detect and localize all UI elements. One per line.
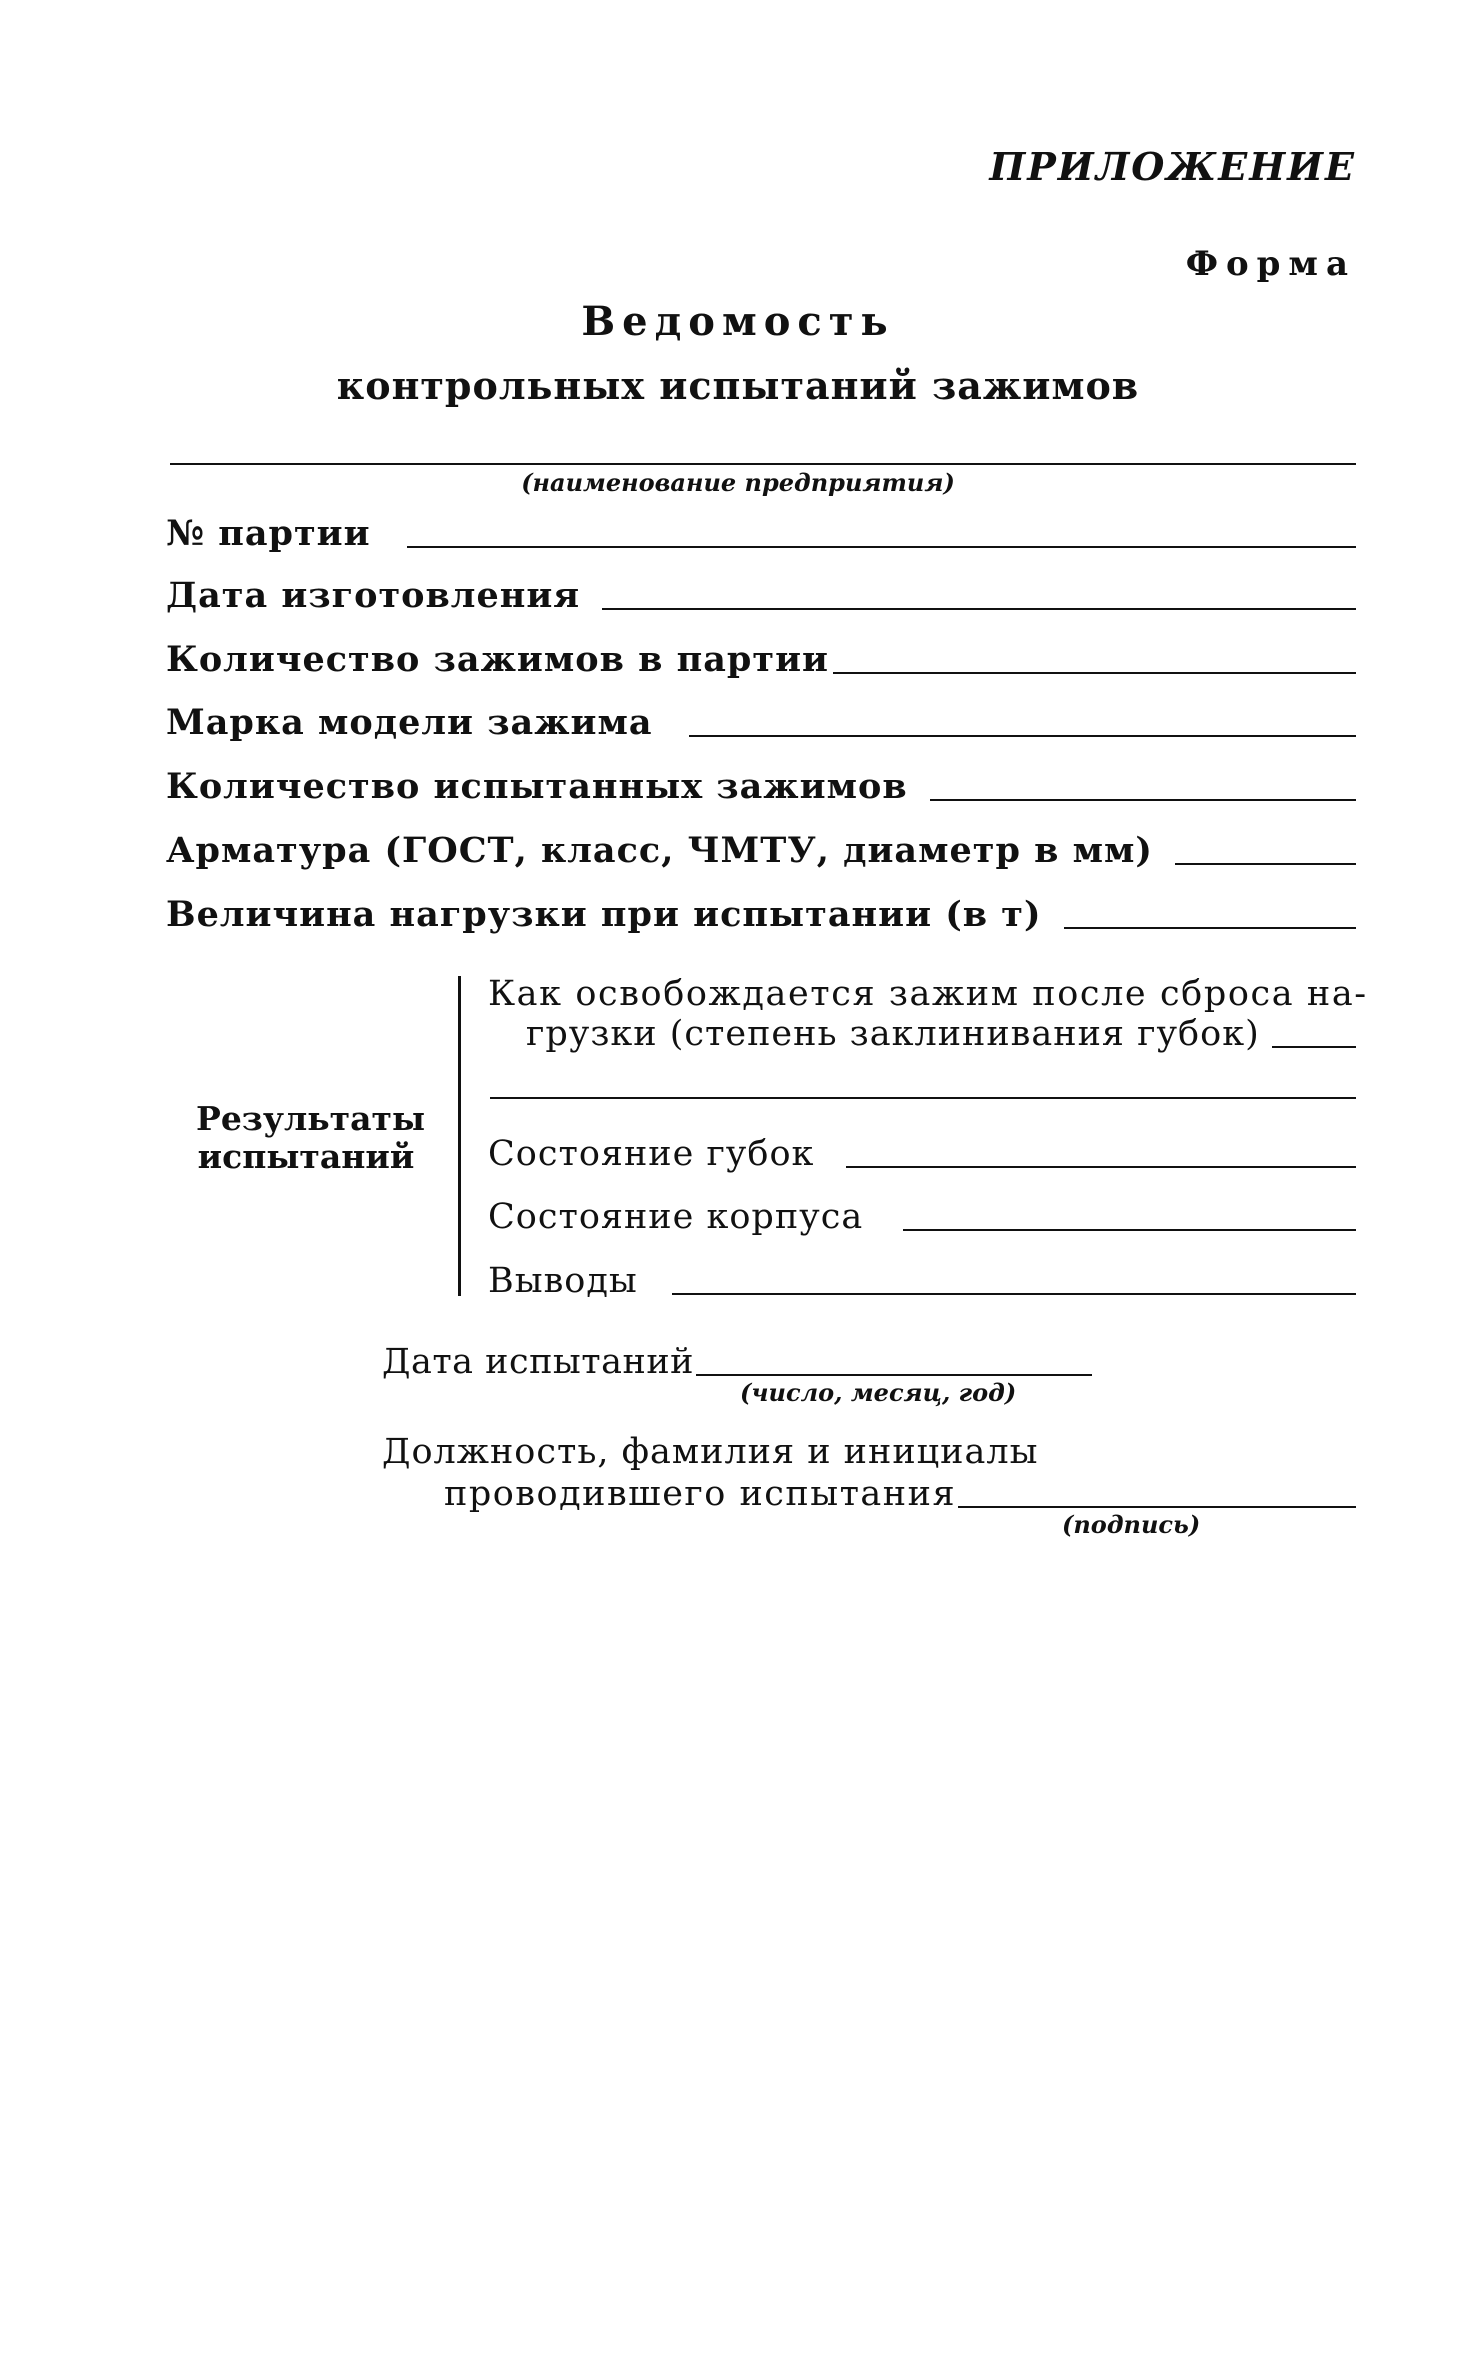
fill-line[interactable] <box>1175 863 1356 865</box>
field-reinforcement[interactable] <box>166 825 1356 871</box>
field-label: Количество зажимов в партии <box>166 639 829 680</box>
field-label: Состояние губок <box>488 1134 815 1174</box>
fill-line[interactable] <box>846 1166 1356 1168</box>
field-label: Дата изготовления <box>166 575 581 616</box>
field-label: Количество испытанных зажимов <box>166 766 908 807</box>
field-tested-count[interactable] <box>166 761 1356 807</box>
test-date-field[interactable] <box>382 1336 1092 1382</box>
fill-line[interactable] <box>1064 927 1356 929</box>
field-conclusions[interactable] <box>488 1255 1356 1301</box>
field-label: Марка модели зажима <box>166 702 653 743</box>
form-label: Форма <box>1185 244 1356 284</box>
test-date-label: Дата испытаний <box>382 1342 695 1382</box>
field-label: Выводы <box>488 1261 638 1301</box>
field-model-mark[interactable] <box>166 697 1356 743</box>
fill-line[interactable] <box>958 1506 1356 1508</box>
appendix-heading: ПРИЛОЖЕНИЕ <box>989 144 1356 189</box>
fill-line[interactable] <box>930 799 1356 801</box>
enterprise-name-line[interactable] <box>170 463 1356 465</box>
field-batch-number[interactable] <box>166 508 1356 554</box>
field-clamp-count[interactable] <box>166 634 1356 680</box>
field-release[interactable] <box>526 1008 1356 1054</box>
release-extra-line[interactable] <box>490 1097 1356 1099</box>
document-title: Ведомость <box>581 298 895 345</box>
fill-line[interactable] <box>903 1229 1356 1231</box>
field-jaw-condition[interactable] <box>488 1128 1356 1174</box>
document-subtitle: контрольных испытаний зажимов <box>336 363 1140 408</box>
signature-line1: Должность, фамилия и инициалы <box>382 1432 1039 1472</box>
results-label-line2: испытаний <box>197 1137 415 1176</box>
field-label: Арматура (ГОСТ, класс, ЧМТУ, диаметр в мм) <box>166 830 1153 871</box>
field-body-condition[interactable] <box>488 1191 1356 1237</box>
fill-line[interactable] <box>602 608 1356 610</box>
results-label-line1: Результаты <box>196 1099 426 1138</box>
field-label: № партии <box>166 513 371 554</box>
signature-line2: проводившего испытания <box>444 1474 957 1514</box>
fill-line[interactable] <box>696 1374 1092 1376</box>
field-label: Величина нагрузки при испытании (в т) <box>166 894 1042 935</box>
field-test-load[interactable] <box>166 889 1356 935</box>
test-date-caption: (число, месяц, год) <box>740 1378 1017 1407</box>
release-line1: Как освобождается зажим после сброса на- <box>488 974 1368 1014</box>
fill-line[interactable] <box>1272 1046 1356 1048</box>
field-manufacture-date[interactable] <box>166 570 1356 616</box>
fill-line[interactable] <box>833 672 1356 674</box>
results-label <box>196 1099 426 1176</box>
enterprise-caption: (наименование предприятия) <box>521 468 955 497</box>
fill-line[interactable] <box>407 546 1356 548</box>
signature-caption: (подпись) <box>1062 1510 1201 1539</box>
release-line2: грузки (степень заклинивания губок) <box>526 1014 1260 1054</box>
signature-field[interactable] <box>444 1468 1356 1514</box>
field-label: Состояние корпуса <box>488 1197 864 1237</box>
results-bracket <box>458 976 461 1296</box>
fill-line[interactable] <box>672 1293 1356 1295</box>
fill-line[interactable] <box>689 735 1356 737</box>
